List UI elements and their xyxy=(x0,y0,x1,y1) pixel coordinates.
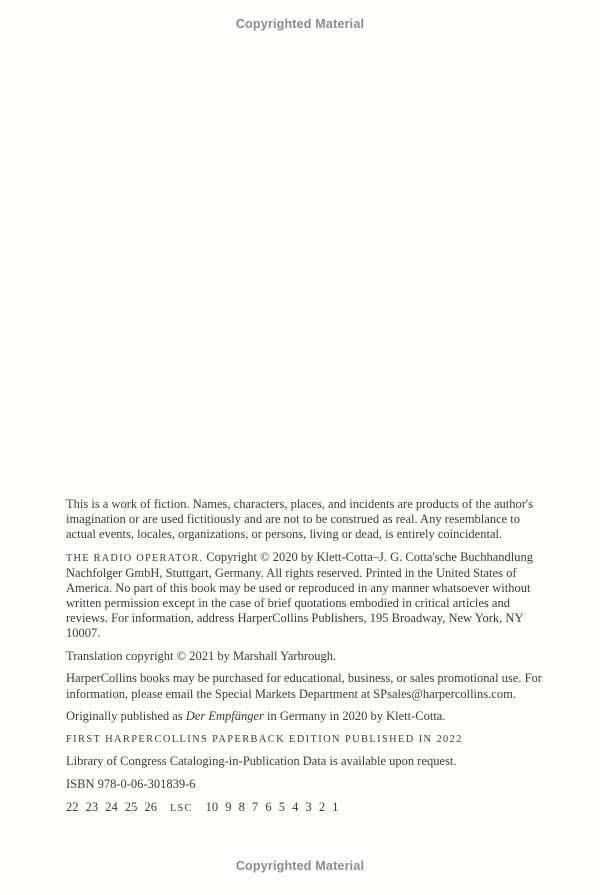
printers-key-line xyxy=(66,800,542,816)
book-title-smallcaps: THE RADIO OPERATOR. xyxy=(66,552,204,564)
original-german-title: Der Empfänger xyxy=(185,709,264,724)
printer-code: LSC xyxy=(170,802,193,814)
isbn-line: ISBN 978-0-06-301839-6 xyxy=(66,776,196,791)
copyrighted-material-watermark-bottom: Copyrighted Material xyxy=(235,859,365,873)
colophon-text-block xyxy=(66,497,542,823)
fiction-disclaimer-paragraph: This is a work of fiction. Names, characters, places, and incidents are products of the author's imagination or are used fictitiously and are not to be construed as real. Any resemblance to actual events, locales, organizations, or persons, living or dead, is entirely coincidental. xyxy=(66,497,534,542)
copyright-notice-text: Copyright © 2020 by Klett-Cotta–J. G. Cotta'sche Buchhandlung Nachfolger GmbH, Stuttgart, Germany. All rights reserved. Printed in the United States of America. No part of this book may be used or reproduced in any manner whatsoever without written permission except in the case of brief quotations embodied in critical articles and reviews. For information, address HarperCollins Publishers, 195 Broadway, New York, NY 10007. xyxy=(66,549,533,641)
original-publication-suffix: in Germany in 2020 by Klett-Cotta. xyxy=(263,709,446,724)
edition-notice-smallcaps: FIRST HARPERCOLLINS PAPERBACK EDITION PUBLISHED IN 2022 xyxy=(66,733,463,745)
library-of-congress-notice: Library of Congress Cataloging-in-Publication Data is available upon request. xyxy=(66,754,457,769)
translation-copyright-paragraph: Translation copyright © 2021 by Marshall Yarbrough. xyxy=(66,648,337,663)
special-markets-paragraph: HarperCollins books may be purchased for educational, business, or sales promotional use. For information, please email the Special Markets Department at SPsales@harpercollins.com. xyxy=(66,671,542,701)
copyrighted-material-watermark-top: Copyrighted Material xyxy=(235,17,365,31)
copyright-notice-paragraph xyxy=(66,550,542,642)
print-run-numbers: 10 9 8 7 6 5 4 3 2 1 xyxy=(205,799,339,814)
printers-key-years: 22 23 24 25 26 xyxy=(66,799,157,814)
original-publication-paragraph xyxy=(66,709,542,724)
original-publication-prefix: Originally published as xyxy=(66,709,186,724)
